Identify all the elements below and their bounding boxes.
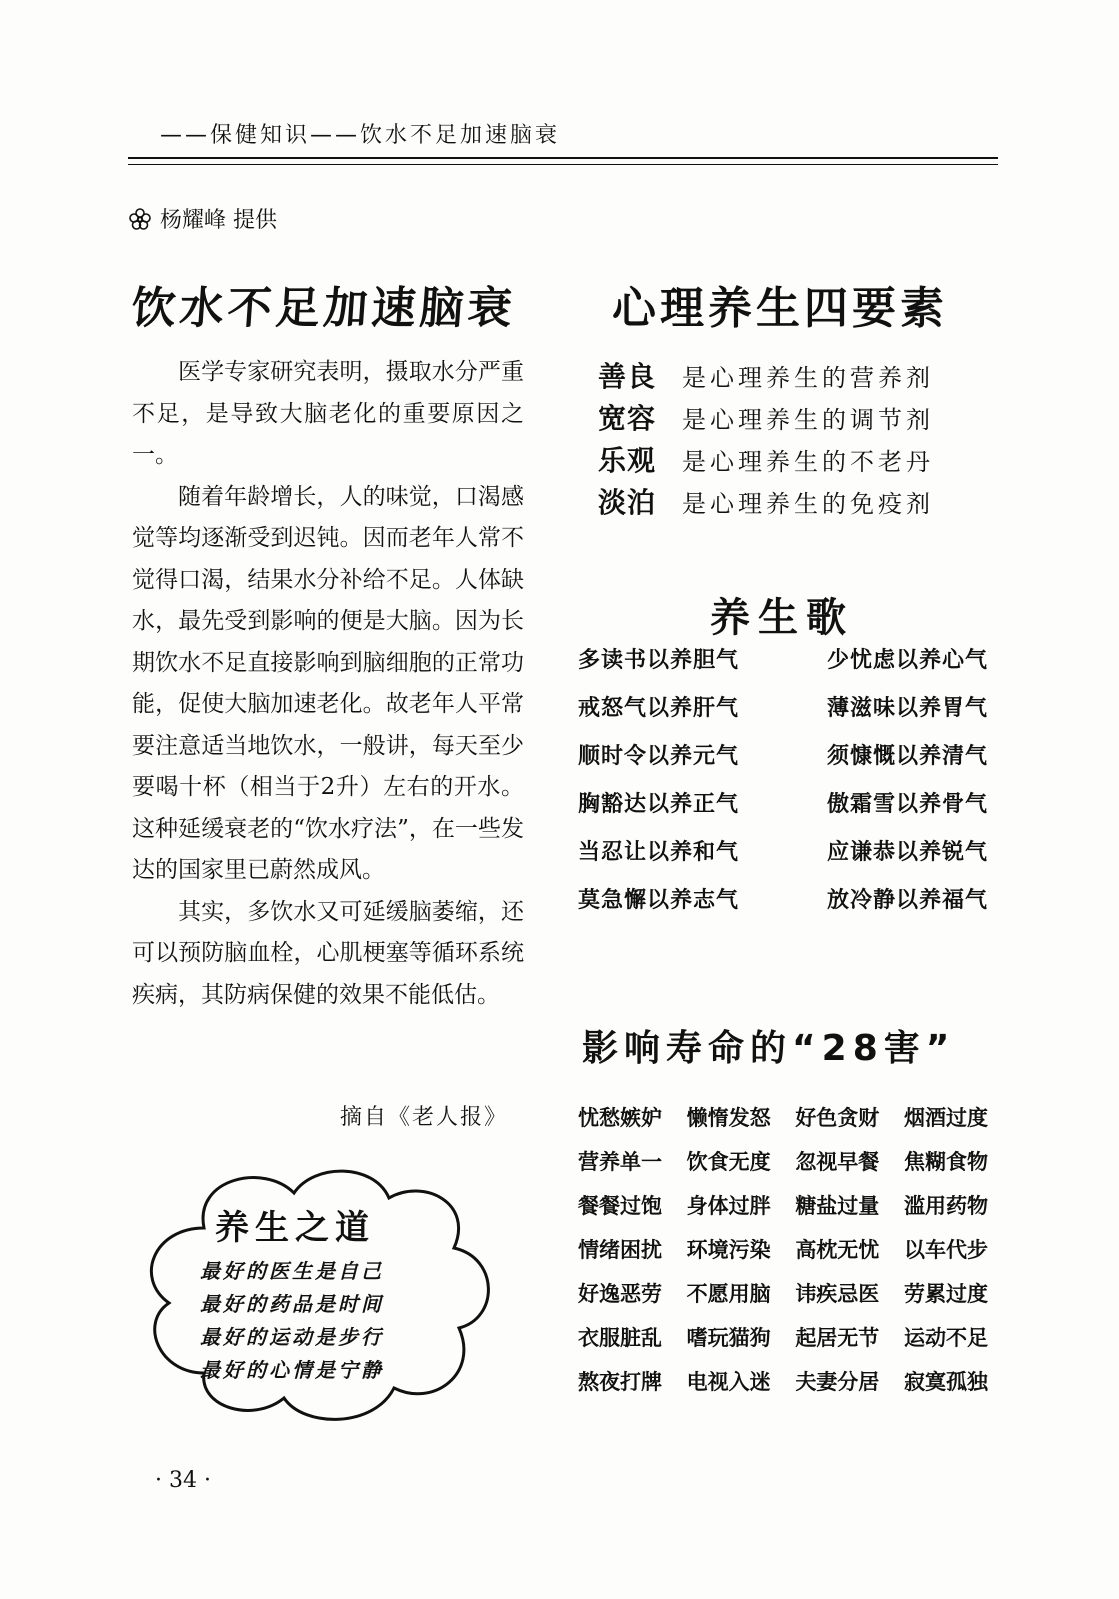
cloud-title: 养生之道 [215, 1208, 375, 1248]
harm: 餐餐过饱 [578, 1194, 662, 1218]
harm: 以车代步 [903, 1238, 988, 1262]
harms-grid [578, 1095, 988, 1403]
verse-row [578, 634, 988, 682]
article-paragraph: 其实，多饮水又可延缓脑萎缩，还可以预防脑血栓，心肌梗塞等循环系统疾病，其防病保健的效果不能低估。 [132, 898, 524, 1008]
provider-line [128, 203, 277, 234]
elements-title: 心理养生四要素 [612, 283, 948, 334]
verse-row [578, 730, 988, 778]
song-verses [578, 634, 988, 922]
cloud-line: 最好的药品是时间 [200, 1292, 384, 1316]
harm: 忧愁嫉妒 [578, 1106, 662, 1130]
harm: 不愿用脑 [686, 1282, 771, 1306]
harm-row [578, 1139, 988, 1183]
element-word: 宽容 [598, 402, 657, 435]
element-text: 是心理养生的调节剂 [682, 405, 934, 434]
verse-row [578, 778, 988, 826]
harm: 滥用药物 [903, 1194, 988, 1218]
verse: 胸豁达以养正气 [578, 791, 740, 817]
verse: 少忧虑以养心气 [826, 647, 988, 673]
harm: 好色贪财 [795, 1106, 880, 1130]
harm: 环境污染 [686, 1238, 771, 1262]
harm: 情绪困扰 [578, 1238, 662, 1262]
header-rule-thin [128, 164, 998, 165]
harm: 衣服脏乱 [578, 1326, 662, 1350]
cloud-lines [200, 1255, 384, 1387]
harm: 劳累过度 [903, 1282, 988, 1306]
harm-row [578, 1227, 988, 1271]
flower-icon [128, 207, 152, 231]
harm: 饮食无度 [686, 1150, 771, 1174]
verse: 戒怒气以养肝气 [578, 695, 740, 721]
verse-row [578, 874, 988, 922]
harm-row [578, 1095, 988, 1139]
harm: 熬夜打牌 [578, 1370, 662, 1394]
verse: 薄滋味以养胃气 [826, 695, 988, 721]
harm: 夫妻分居 [795, 1370, 880, 1394]
cloud-line: 最好的心情是宁静 [200, 1358, 384, 1382]
element-text: 是心理养生的营养剂 [682, 363, 934, 392]
harm-row [578, 1183, 988, 1227]
verse-row [578, 682, 988, 730]
running-header: ——保健知识——饮水不足加速脑衰 [160, 123, 561, 148]
verse-row [578, 826, 988, 874]
list-item [598, 396, 934, 438]
harm: 焦糊食物 [903, 1150, 988, 1174]
song-title: 养生歌 [710, 594, 854, 641]
harm: 讳疾忌医 [795, 1282, 880, 1306]
article-title: 饮水不足加速脑衰 [129, 283, 518, 334]
harms-title: 影响寿命的“28害” [582, 1028, 956, 1069]
harm: 电视入迷 [686, 1370, 771, 1394]
harm-row [578, 1271, 988, 1315]
harm: 起居无节 [795, 1326, 880, 1350]
verse: 莫急懈以养志气 [578, 887, 740, 913]
harm-row [578, 1359, 988, 1403]
harm: 运动不足 [903, 1326, 988, 1350]
harm: 忽视早餐 [795, 1150, 880, 1174]
harm: 寂寞孤独 [903, 1370, 988, 1394]
verse: 多读书以养胆气 [578, 647, 740, 673]
cloud-line: 最好的运动是步行 [200, 1325, 384, 1349]
header-rule-thick [128, 157, 998, 159]
element-text: 是心理养生的不老丹 [682, 447, 934, 476]
harm: 烟酒过度 [903, 1106, 988, 1130]
harm: 高枕无忧 [795, 1238, 880, 1262]
elements-list [598, 354, 934, 522]
harm-row [578, 1315, 988, 1359]
verse: 当忍让以养和气 [578, 839, 740, 865]
harm: 营养单一 [578, 1150, 662, 1174]
verse: 须慷慨以养清气 [826, 743, 988, 769]
article-paragraph: 医学专家研究表明，摄取水分严重不足，是导致大脑老化的重要原因之一。 [132, 359, 524, 468]
article-paragraph: 随着年龄增长，人的味觉，口渴感觉等均逐渐受到迟钝。因而老年人常不觉得口渴，结果水分补给不足。人体缺水，最先受到影响的便是大脑。因为长期饮水不足直接影响到脑细胞的正常功能，促使大脑加速老化。故老年人平常要注意适当地饮水，一般讲，每天至少要喝十杯（相当于2升）左右的开水。这种延缓衰老的“饮水疗法”，在一些发达的国家里已蔚然成风。 [132, 483, 524, 883]
list-item [598, 480, 934, 522]
element-word: 乐观 [598, 444, 657, 477]
provider-text: 杨耀峰 提供 [160, 208, 277, 233]
list-item [598, 354, 934, 396]
harm: 糖盐过量 [795, 1194, 880, 1218]
harm: 嗜玩猫狗 [686, 1326, 771, 1350]
article-source: 摘自《老人报》 [340, 1105, 509, 1130]
element-word: 善良 [598, 360, 657, 393]
harm: 身体过胖 [686, 1194, 771, 1218]
verse: 傲霜雪以养骨气 [826, 791, 988, 817]
cloud-line: 最好的医生是自己 [200, 1259, 384, 1283]
harm: 懒惰发怒 [686, 1106, 771, 1130]
list-item [598, 438, 934, 480]
verse: 放冷静以养福气 [826, 887, 988, 913]
element-word: 淡泊 [598, 486, 657, 519]
element-text: 是心理养生的免疫剂 [682, 489, 934, 518]
harm: 好逸恶劳 [578, 1282, 662, 1306]
verse: 顺时令以养元气 [578, 743, 740, 769]
page-number: · 34 · [155, 1468, 211, 1493]
article-body [132, 352, 524, 1016]
verse: 应谦恭以养锐气 [826, 839, 988, 865]
